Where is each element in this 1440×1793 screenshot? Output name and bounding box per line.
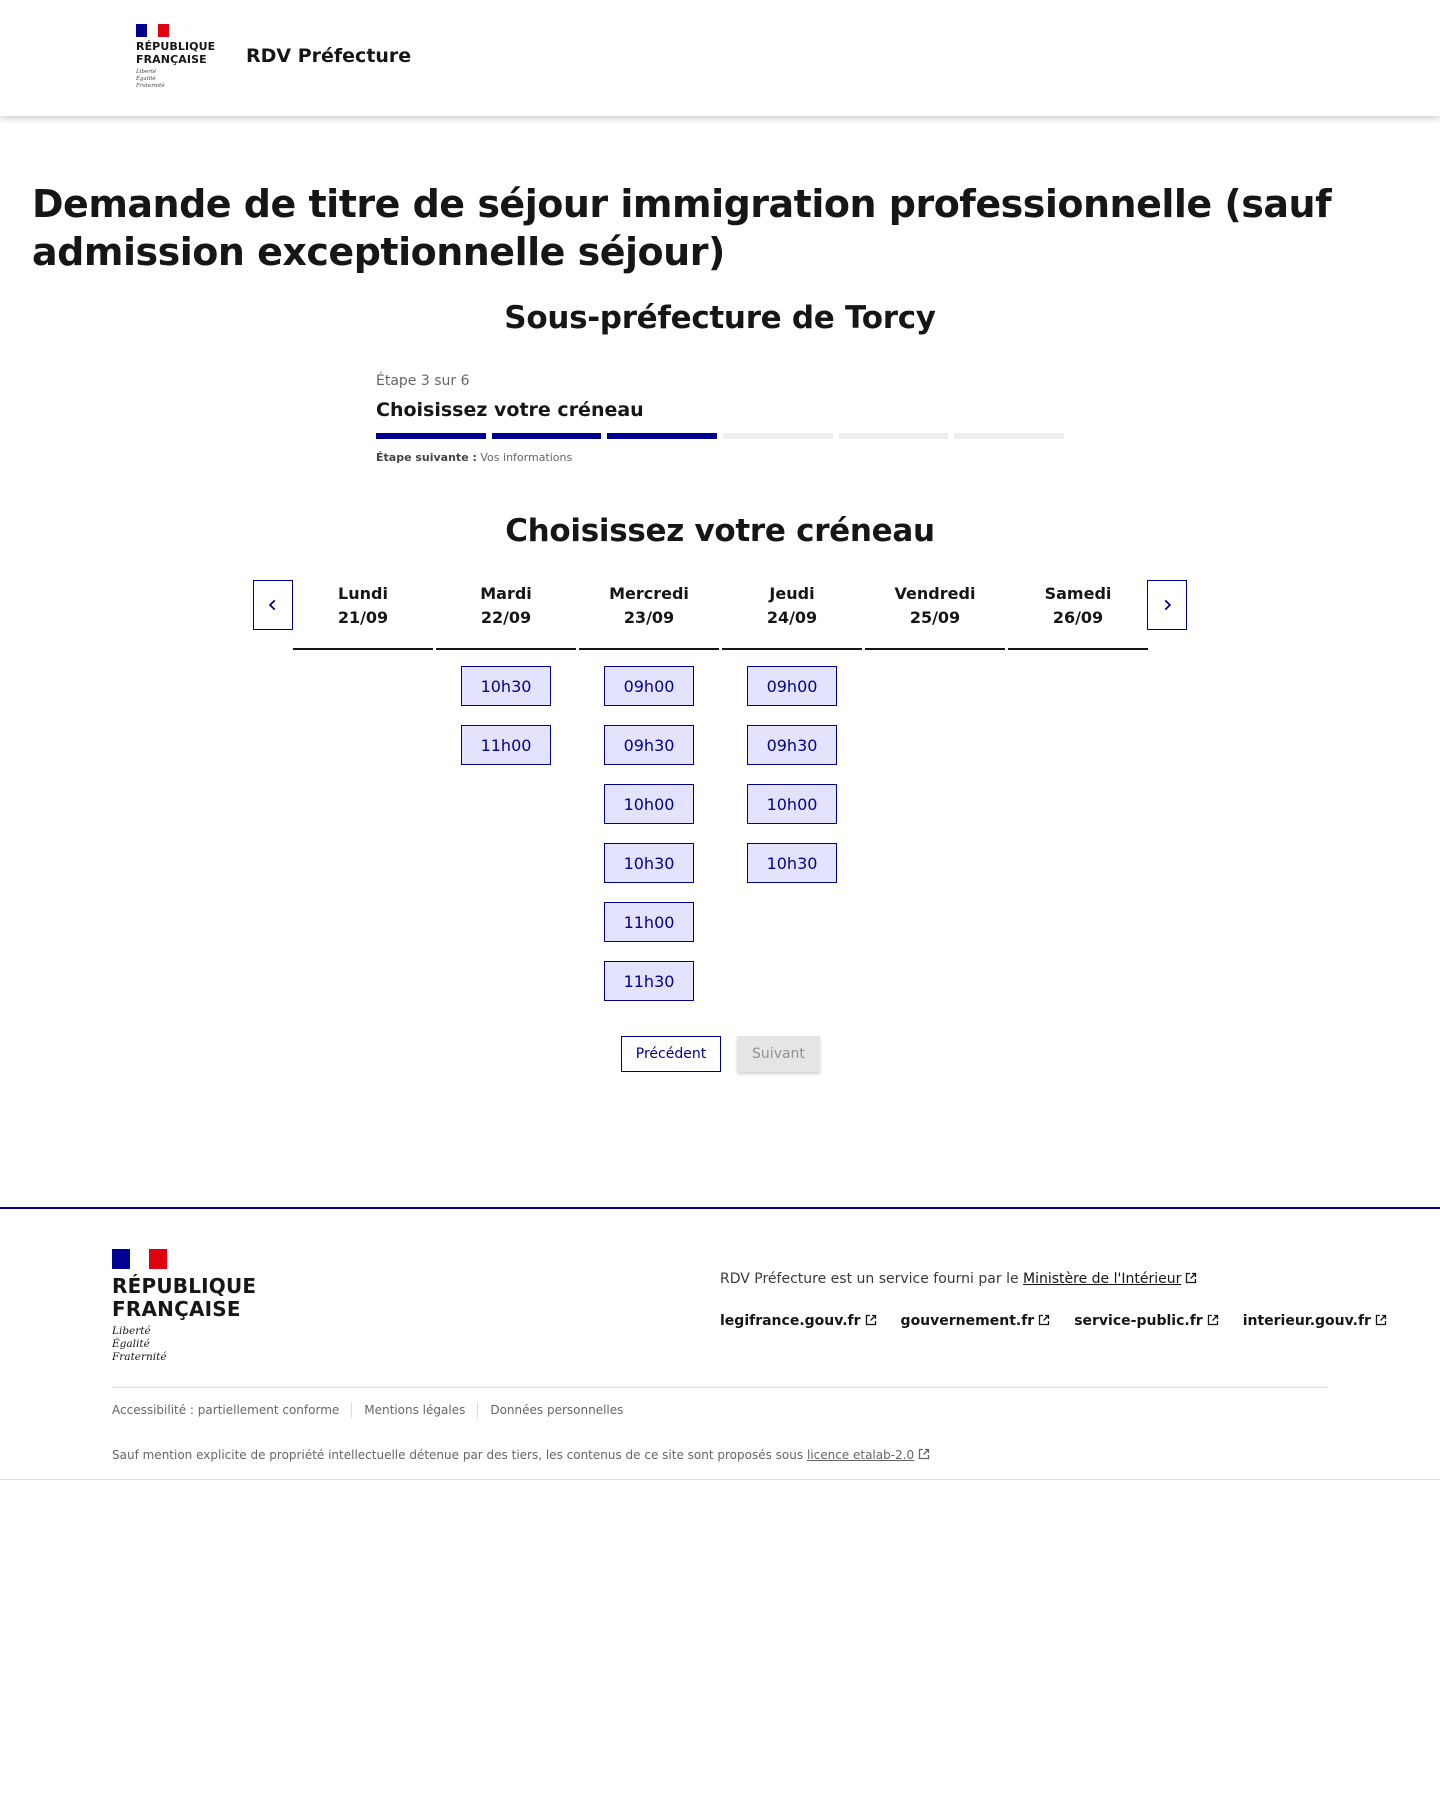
motto-egalite: Égalité <box>136 76 156 82</box>
link-label: gouvernement.fr <box>900 1313 1035 1329</box>
footer-bottom-links <box>112 1402 623 1418</box>
time-slot-button[interactable]: 11h00 <box>461 725 551 765</box>
day-column <box>865 582 1005 650</box>
day-date: 24/09 <box>766 608 818 627</box>
time-slot-button[interactable]: 10h00 <box>604 784 694 824</box>
accessibility-link[interactable]: Accessibilité : partiellement conforme <box>112 1403 340 1417</box>
footer-description <box>720 1271 1197 1287</box>
stepper-next-step <box>376 451 1064 464</box>
day-header <box>293 582 433 650</box>
time-slot-button[interactable]: 09h30 <box>747 725 837 765</box>
service-name[interactable]: RDV Préfecture <box>246 45 412 67</box>
gouvernement-link[interactable] <box>901 1313 1051 1329</box>
external-link-icon <box>865 1314 877 1326</box>
day-name: Lundi <box>338 584 388 603</box>
page-title: Demande de titre de séjour immigration professionnelle (sauf admission exceptionnelle séjour) <box>32 182 1332 274</box>
day-header <box>865 582 1005 650</box>
day-date: 22/09 <box>480 608 532 627</box>
day-name: Vendredi <box>894 584 976 603</box>
day-date: 25/09 <box>909 608 961 627</box>
footer-description-text: RDV Préfecture est un service fourni par le <box>720 1271 1019 1287</box>
motto-fraternite: Fraternité <box>136 83 165 89</box>
day-column <box>1008 582 1148 650</box>
day-date: 26/09 <box>1052 608 1104 627</box>
day-column <box>293 582 433 650</box>
next-step-label: Étape suivante : <box>376 451 477 464</box>
footer-licence <box>112 1448 930 1462</box>
link-label: legifrance.gouv.fr <box>720 1313 861 1329</box>
day-date: 23/09 <box>623 608 675 627</box>
legal-notice-link[interactable]: Mentions légales <box>364 1403 466 1417</box>
time-slot-button[interactable]: 10h30 <box>461 666 551 706</box>
day-name: Mercredi <box>609 584 689 603</box>
chevron-right-icon <box>1160 598 1174 612</box>
step-bar <box>607 433 717 439</box>
site-footer <box>0 1207 1440 1480</box>
stepper <box>376 373 1064 464</box>
step-bar <box>723 433 833 439</box>
previous-week-button[interactable] <box>253 580 293 630</box>
licence-link-label: licence etalab-2.0 <box>806 1448 915 1462</box>
next-button: Suivant <box>737 1036 820 1072</box>
footer-links <box>720 1313 1387 1329</box>
footer-republique-francaise-logo[interactable] <box>112 1249 262 1364</box>
day-column <box>722 582 862 883</box>
time-slot-button[interactable]: 10h00 <box>747 784 837 824</box>
motto-liberte: Liberté <box>112 1325 151 1337</box>
external-link-icon <box>1207 1314 1219 1326</box>
day-header <box>722 582 862 650</box>
time-slot-button[interactable]: 10h30 <box>604 843 694 883</box>
stepper-progress <box>376 433 1064 439</box>
licence-link[interactable] <box>807 1448 930 1462</box>
link-label: service-public.fr <box>1074 1313 1203 1329</box>
french-flag-icon <box>136 24 169 37</box>
step-bar <box>839 433 949 439</box>
time-slot-button[interactable]: 11h00 <box>604 902 694 942</box>
time-slot-button[interactable]: 09h30 <box>604 725 694 765</box>
logo-line-1: RÉPUBLIQUE <box>136 40 216 53</box>
external-link-icon <box>1185 1272 1197 1284</box>
legifrance-link[interactable] <box>720 1313 877 1329</box>
external-link-icon <box>918 1448 930 1460</box>
calendar-title: Choisissez votre créneau <box>505 513 935 549</box>
day-name: Jeudi <box>769 584 815 603</box>
day-column <box>579 582 719 1001</box>
stepper-state: Étape 3 sur 6 <box>376 373 470 389</box>
ministry-link-label: Ministère de l'Intérieur <box>1023 1271 1182 1287</box>
interieur-link[interactable] <box>1243 1313 1387 1329</box>
next-week-button[interactable] <box>1147 580 1187 630</box>
footer-logo-motto <box>112 1325 262 1364</box>
licence-text: Sauf mention explicite de propriété intellectuelle détenue par des tiers, les contenus de ce site sont proposés sous <box>112 1448 804 1462</box>
separator <box>351 1402 352 1418</box>
motto-liberte: Liberté <box>136 69 157 75</box>
day-name: Samedi <box>1044 584 1112 603</box>
step-bar <box>954 433 1064 439</box>
personal-data-link[interactable]: Données personnelles <box>490 1403 624 1417</box>
step-bar <box>492 433 602 439</box>
republique-francaise-logo[interactable] <box>136 24 216 90</box>
footer-logo-line-2: FRANÇAISE <box>112 1297 241 1321</box>
footer-logo-line-1: RÉPUBLIQUE <box>112 1274 257 1298</box>
link-label: interieur.gouv.fr <box>1242 1313 1371 1329</box>
ministry-link[interactable] <box>1023 1271 1197 1287</box>
external-link-icon <box>1375 1314 1387 1326</box>
next-step-value: Vos informations <box>480 451 573 464</box>
footer-divider <box>112 1387 1328 1388</box>
time-slot-button[interactable]: 09h00 <box>604 666 694 706</box>
day-date: 21/09 <box>337 608 389 627</box>
day-header <box>579 582 719 650</box>
separator <box>477 1402 478 1418</box>
logo-line-2: FRANÇAISE <box>136 53 207 66</box>
prefecture-subtitle: Sous-préfecture de Torcy <box>504 300 936 336</box>
time-slot-button[interactable]: 10h30 <box>747 843 837 883</box>
day-name: Mardi <box>480 584 532 603</box>
day-column <box>436 582 576 765</box>
motto-egalite: Égalité <box>112 1338 150 1350</box>
step-bar <box>376 433 486 439</box>
time-slot-button[interactable]: 09h00 <box>747 666 837 706</box>
motto-fraternite: Fraternité <box>112 1351 167 1363</box>
previous-button[interactable]: Précédent <box>621 1036 721 1072</box>
stepper-title: Choisissez votre créneau <box>376 399 644 421</box>
time-slot-button[interactable]: 11h30 <box>604 961 694 1001</box>
french-flag-icon <box>112 1249 167 1269</box>
service-public-link[interactable] <box>1074 1313 1218 1329</box>
site-header <box>0 0 1440 116</box>
logo-motto <box>136 69 216 90</box>
external-link-icon <box>1038 1314 1050 1326</box>
chevron-left-icon <box>266 598 280 612</box>
day-header <box>1008 582 1148 650</box>
day-header <box>436 582 576 650</box>
